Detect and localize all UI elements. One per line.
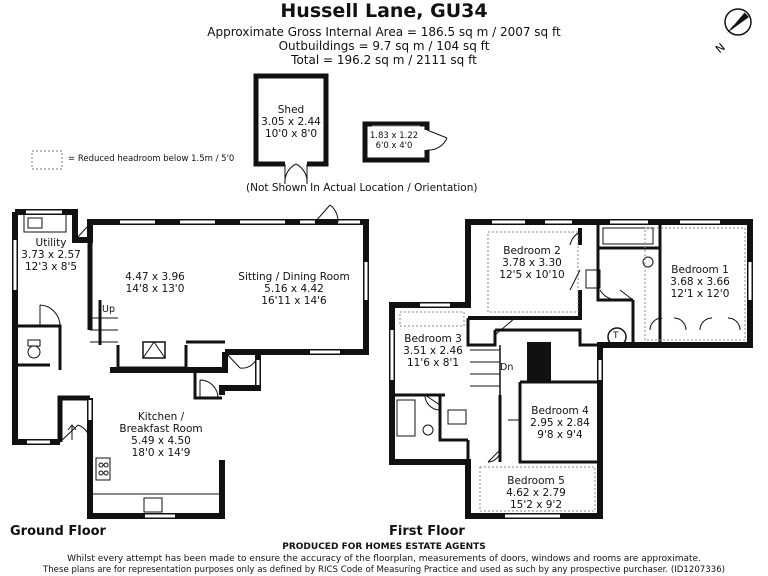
bedroom-5-name: Bedroom 5: [507, 475, 565, 487]
store-imperial: 6'0 x 4'0: [375, 141, 413, 151]
bedroom-5-label: [496, 475, 576, 511]
legend-text: = Reduced headroom below 1.5m / 5'0: [68, 154, 235, 164]
sitting-dining-label: [238, 271, 350, 307]
ground-floor-label: Ground Floor: [10, 524, 106, 539]
store-metric: 1.83 x 1.22: [369, 131, 419, 141]
bedroom-4-metric: 2.95 x 2.84: [530, 417, 590, 429]
room-a-imperial: 14'8 x 13'0: [125, 283, 185, 295]
sitting-dining-imperial: 16'11 x 14'6: [261, 295, 327, 307]
bedroom-2-imperial: 12'5 x 10'10: [499, 269, 565, 281]
gross-area-text: Approximate Gross Internal Area = 186.5 sq m / 2007 sq ft: [207, 25, 561, 39]
bedroom-3-imperial: 11'6 x 8'1: [406, 357, 460, 369]
bedroom-4-name: Bedroom 4: [531, 405, 589, 417]
outbuildings-note: (Not Shown In Actual Location / Orientation): [246, 182, 478, 194]
reduced-headroom-swatch: [32, 151, 62, 169]
outbuildings-area-text: Outbuildings = 9.7 sq m / 104 sq ft: [278, 39, 490, 53]
kitchen-label: [116, 411, 206, 459]
page-title: Hussell Lane, GU34: [280, 0, 488, 22]
bedroom-1-imperial: 12'1 x 12'0: [670, 288, 730, 300]
stairs-down-label: Dn: [500, 362, 514, 373]
store-label: [365, 131, 423, 151]
utility-imperial: 12'3 x 8'5: [24, 261, 78, 273]
shed-imperial: 10'0 x 8'0: [264, 128, 318, 140]
bedroom-2-metric: 3.78 x 3.30: [502, 257, 562, 269]
bedroom-1-label: [658, 264, 742, 300]
shed-metric: 3.05 x 2.44: [261, 116, 321, 128]
bedroom-3-metric: 3.51 x 2.46: [403, 345, 463, 357]
room-a-metric: 4.47 x 3.96: [125, 271, 185, 283]
agent-credit: PRODUCED FOR HOMES ESTATE AGENTS: [282, 542, 486, 552]
tank-t-label: T: [613, 331, 619, 341]
bedroom-3-name: Bedroom 3: [404, 333, 462, 345]
kitchen-name-1: Kitchen /: [137, 411, 185, 423]
bedroom-4-imperial: 9'8 x 9'4: [537, 429, 583, 441]
utility-label: [15, 237, 87, 273]
shed-name: Shed: [277, 104, 305, 116]
kitchen-metric: 5.49 x 4.50: [131, 435, 191, 447]
utility-name: Utility: [35, 237, 67, 249]
bedroom-5-metric: 4.62 x 2.79: [506, 487, 566, 499]
disclaimer-line-1: Whilst every attempt has been made to ensure the accuracy of the floorplan, measurements of doors, windows and rooms are approximate.: [67, 554, 701, 564]
bedroom-5-imperial: 15'2 x 9'2: [509, 499, 563, 511]
bedroom-1-name: Bedroom 1: [671, 264, 729, 276]
sitting-dining-name: Sitting / Dining Room: [238, 271, 350, 283]
disclaimer-line-2: These plans are for representation purposes only as defined by RICS Code of Measuring Practice and used as such by any prospective purchaser. (ID1207336): [42, 565, 726, 575]
sitting-dining-metric: 5.16 x 4.42: [264, 283, 324, 295]
bedroom-1-metric: 3.68 x 3.66: [670, 276, 730, 288]
bedroom-4-label: [522, 405, 598, 441]
total-area-text: Total = 196.2 sq m / 2111 sq ft: [291, 53, 477, 67]
north-arrow-icon: [725, 9, 751, 35]
bedroom-3-label: [398, 333, 468, 369]
compass-n-label: N: [713, 40, 728, 56]
bedroom-2-label: [490, 245, 574, 281]
shed-label: [256, 104, 326, 140]
bedroom-2-name: Bedroom 2: [503, 245, 561, 257]
kitchen-imperial: 18'0 x 14'9: [131, 447, 191, 459]
room-a-label: [115, 271, 195, 295]
stairs-up-label: Up: [102, 304, 115, 315]
utility-metric: 3.73 x 2.57: [21, 249, 81, 261]
first-floor-label: First Floor: [389, 524, 465, 539]
kitchen-name-2: Breakfast Room: [119, 423, 203, 435]
